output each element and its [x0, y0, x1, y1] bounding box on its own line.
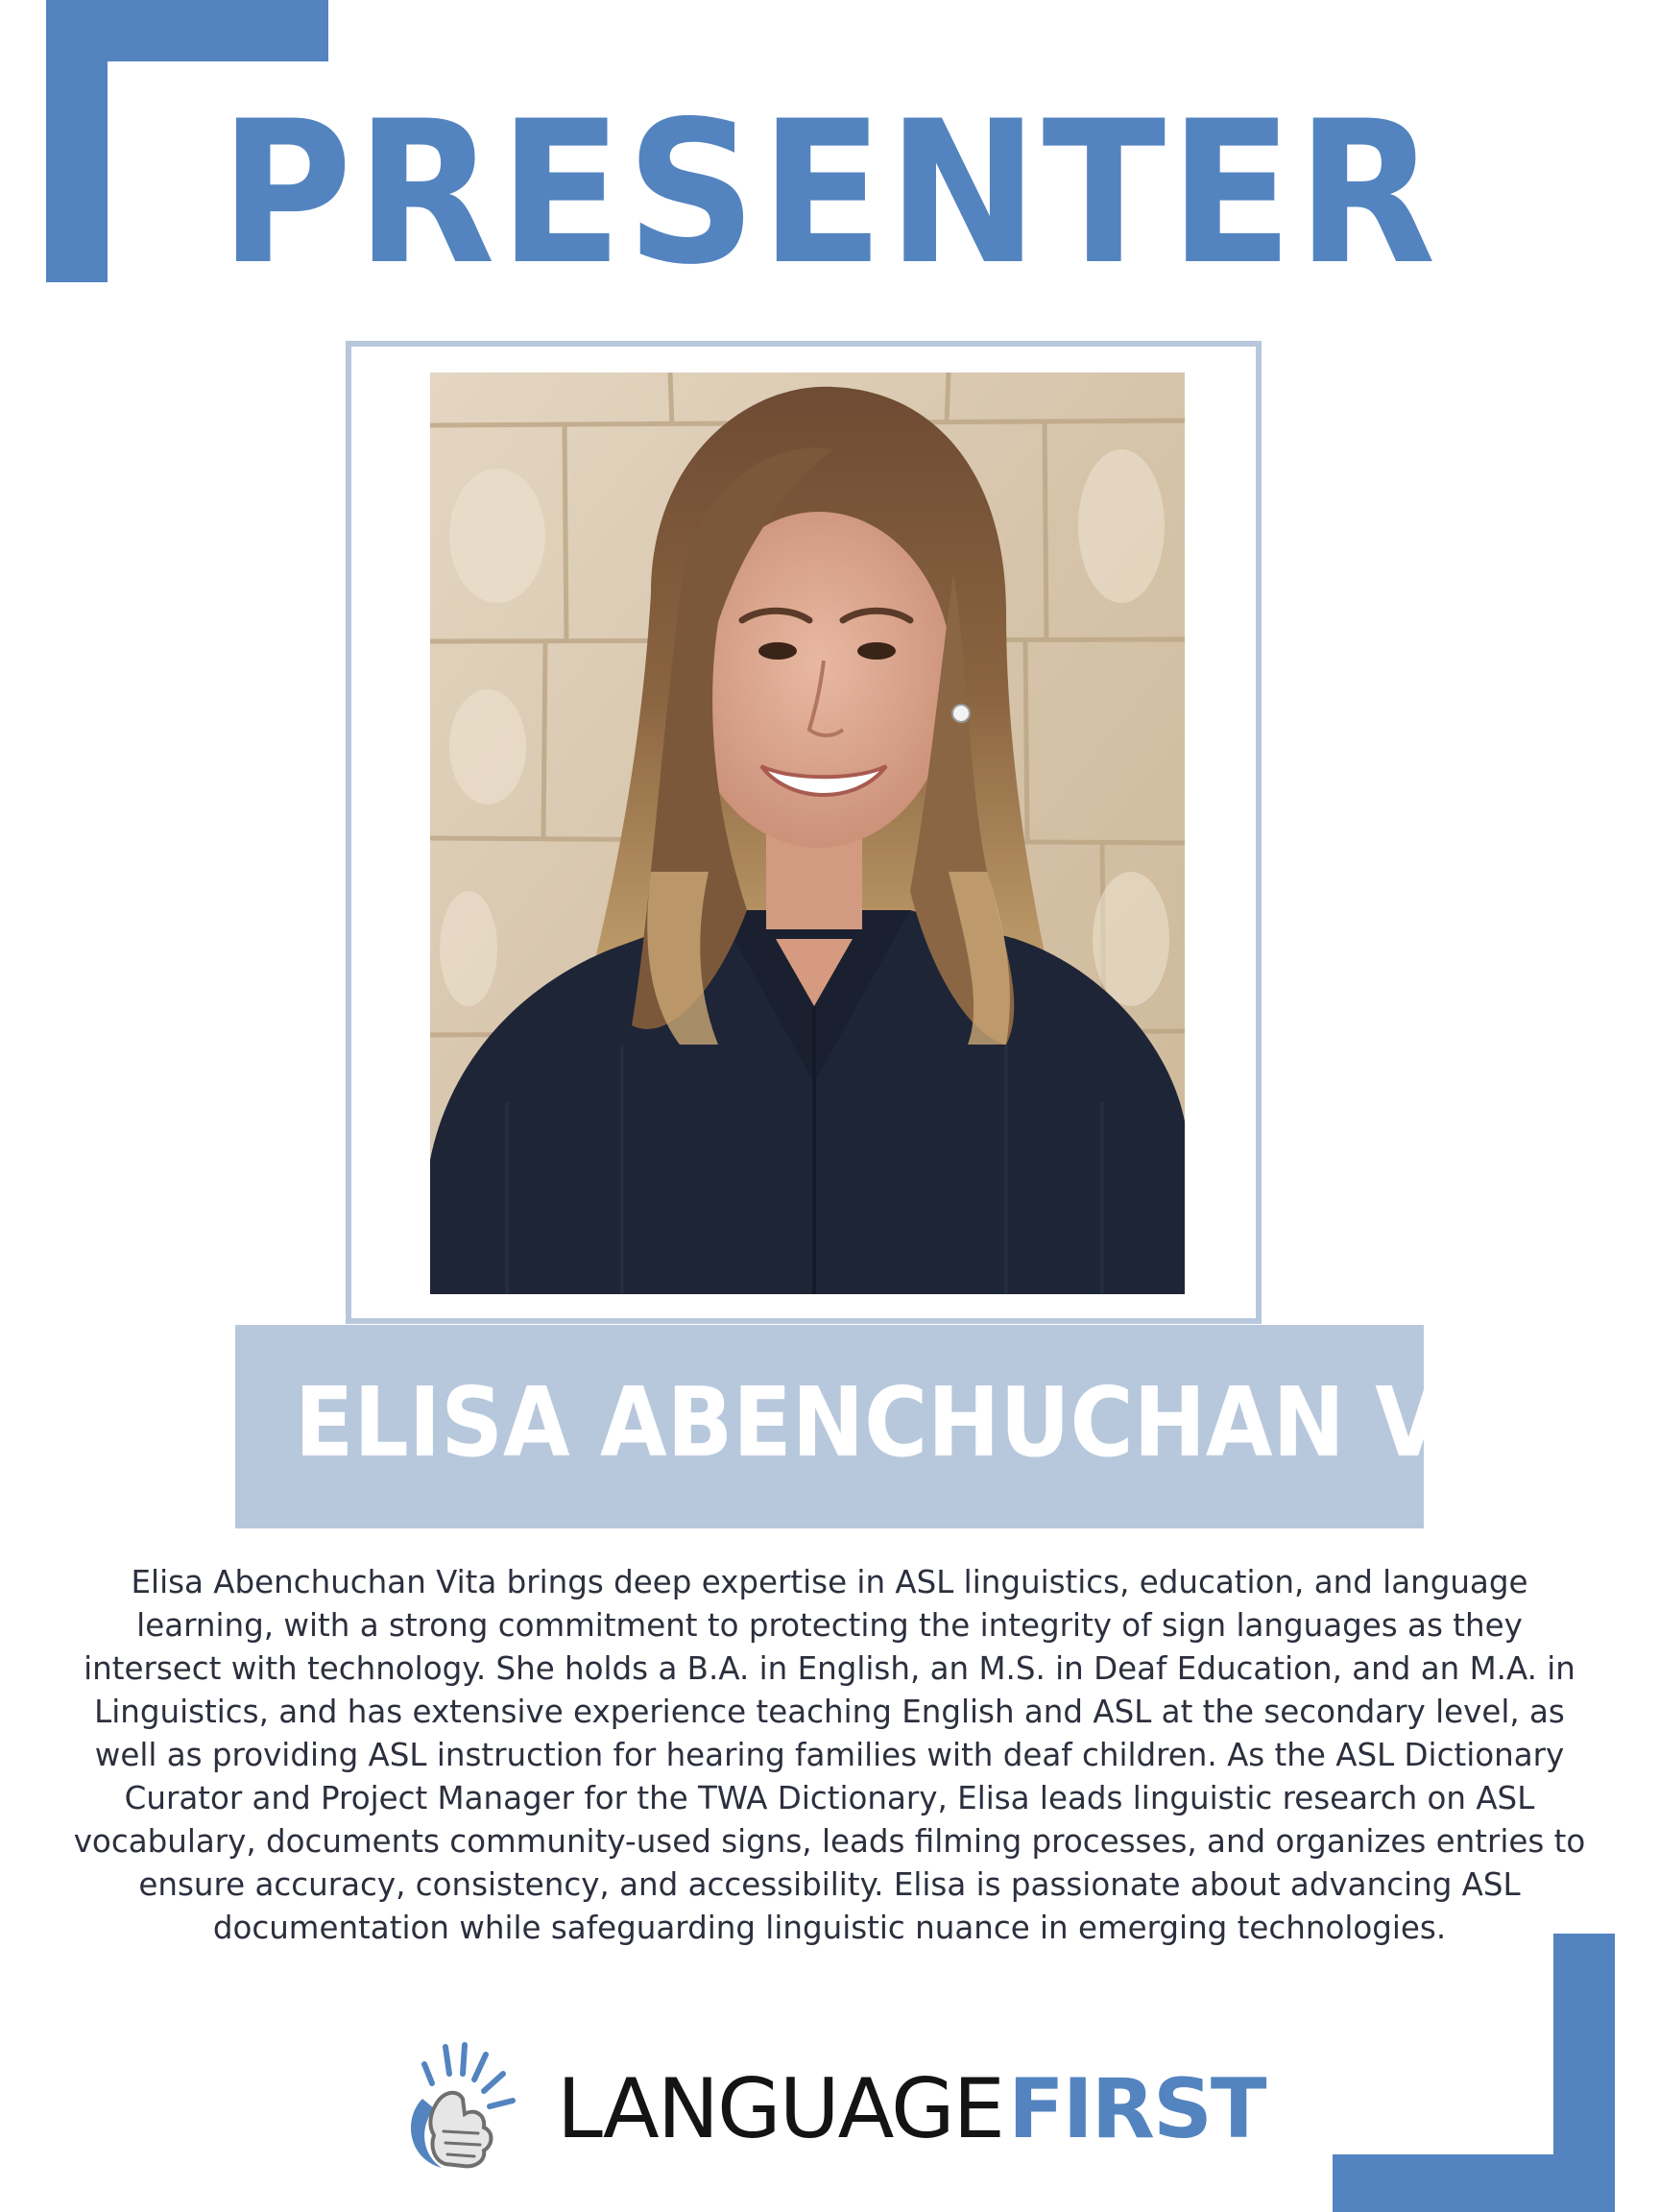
presenter-photo [430, 373, 1185, 1294]
corner-bracket-bottom-right-horizontal [1333, 2154, 1615, 2212]
presenter-name: ELISA ABENCHUCHAN VITA [294, 1366, 1594, 1479]
name-banner [235, 1325, 1594, 1528]
signing-hand-icon [403, 2041, 518, 2176]
presenter-bio: Elisa Abenchuchan Vita brings deep expertise in ASL linguistics, education, and language learning, with a strong commitment to protecting the integrity of sign languages as they intersect with technology. She holds a B.A. in English, an M.S. in Deaf Education, and an M.A. in Linguistics, and has extensive experience teaching English and ASL at the secondary level, as well as providing ASL instruction for hearing families with deaf children. As the ASL Dictionary Curator and Project Manager for the TWA Dictionary, Elisa leads linguistic research on ASL vocabulary, documents community-used signs, leads filming processes, and organizes entries to ensure accuracy, consistency, and accessibility. Elisa is passionate about advancing ASL documentation while safeguarding linguistic nuance in emerging technologies. [73, 1564, 1586, 1946]
poster-title: PRESENTER [219, 80, 1440, 308]
brand-word-first: FIRST [1008, 2061, 1265, 2157]
brand-word-language: LANGUAGE [557, 2061, 1003, 2157]
brand-logo [403, 2041, 1267, 2176]
